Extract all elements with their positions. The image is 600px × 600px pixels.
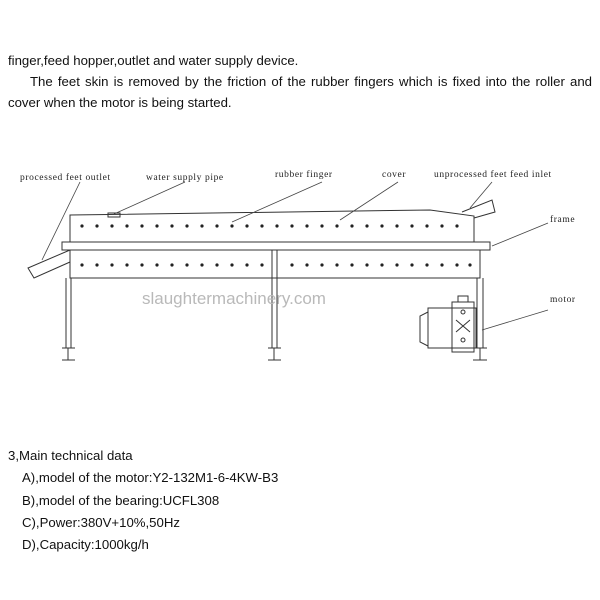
spec-item-power: C),Power:380V+10%,50Hz bbox=[22, 514, 180, 530]
intro-text bbox=[8, 50, 592, 113]
finger-dots-lower bbox=[80, 263, 471, 266]
technical-data bbox=[8, 445, 278, 556]
specs-heading: 3,Main technical data bbox=[8, 448, 133, 463]
finger-dots-upper bbox=[80, 224, 458, 227]
label-cover: cover bbox=[382, 170, 407, 180]
label-motor: motor bbox=[550, 295, 576, 305]
watermark: slaughtermachinery.com bbox=[142, 289, 326, 308]
label-frame: frame bbox=[550, 215, 576, 225]
label-rubber-finger: rubber finger bbox=[275, 170, 333, 180]
label-processed-feet-outlet: processed feet outlet bbox=[20, 173, 111, 183]
spec-item-capacity: D),Capacity:1000kg/h bbox=[22, 537, 149, 553]
spec-item-motor: A),model of the motor:Y2-132M1-6-4KW-B3 bbox=[22, 470, 279, 486]
label-water-supply-pipe: water supply pipe bbox=[146, 173, 224, 183]
machine-diagram bbox=[0, 160, 600, 390]
spec-item-bearing: B),model of the bearing:UCFL308 bbox=[22, 492, 220, 508]
label-feed-inlet: unprocessed feet feed inlet bbox=[434, 170, 552, 180]
intro-line-1: finger,feed hopper,outlet and water supply device. bbox=[8, 53, 299, 68]
intro-paragraph: The feet skin is removed by the friction of the rubber fingers which is fixed into the roller and cover when the motor is being started. bbox=[8, 74, 592, 110]
